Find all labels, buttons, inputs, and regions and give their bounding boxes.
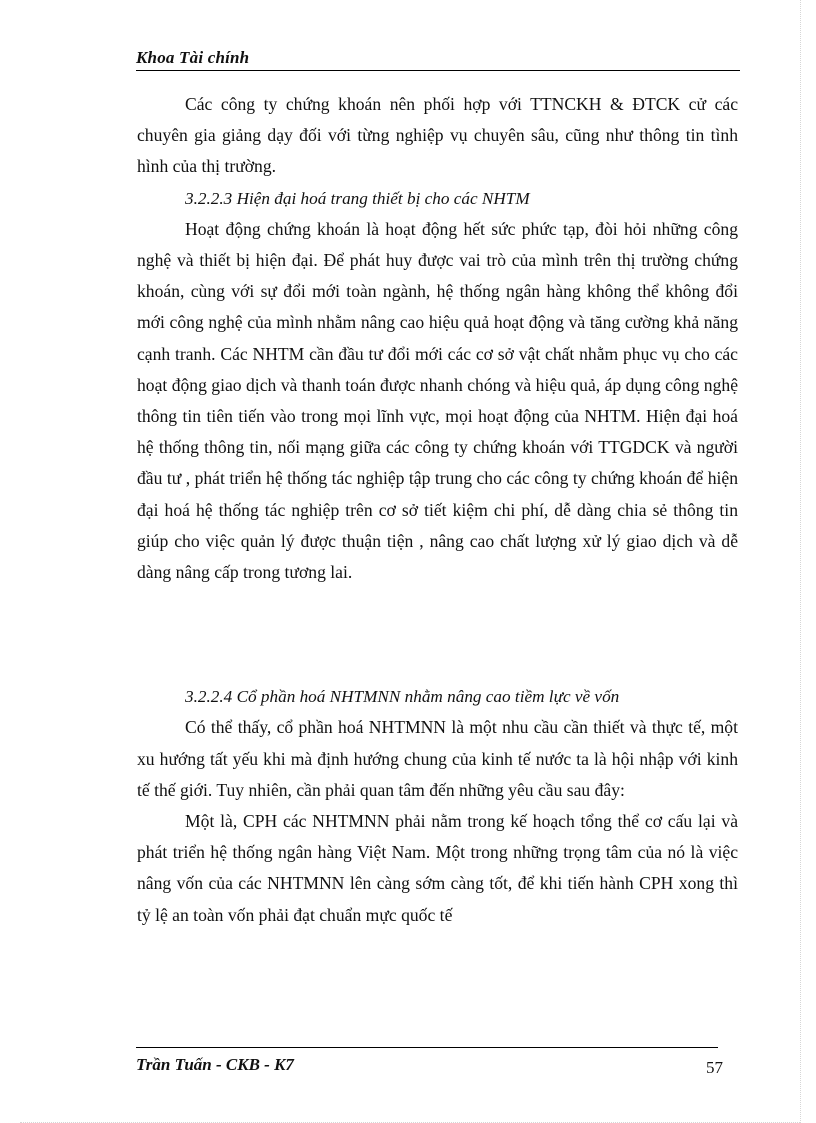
header-title: Khoa Tài chính [136, 48, 250, 67]
footer-rule [136, 1047, 718, 1048]
paragraph-1: Các công ty chứng khoán nên phối hợp với TTNCKH & ĐTCK cử các chuyên gia giảng dạy đối với từng nghiệp vụ chuyên sâu, cũng như thông tin tình hình của thị trường. [137, 94, 738, 177]
section-heading-3-2-2-3: 3.2.2.3 Hiện đại hoá trang thiết bị cho các NHTM [185, 188, 530, 208]
paragraph-3: Có thể thấy, cổ phần hoá NHTMNN là một nhu cầu cần thiết và thực tế, một xu hướng tất yếu khi mà định hướng chung của kinh tế nước ta là hội nhập với kinh tế thế giới. Tuy nhiên, cần phải quan tâm đến những yêu cầu sau đây: [137, 717, 738, 800]
section-heading-3-2-2-4: 3.2.2.4 Cổ phần hoá NHTMNN nhằm nâng cao tiềm lực về vốn [185, 687, 620, 707]
page-edge-right [800, 0, 801, 1123]
paragraph-4: Một là, CPH các NHTMNN phải nằm trong kế hoạch tổng thể cơ cấu lại và phát triển hệ thống ngân hàng Việt Nam. Một trong những trọng tâm của nó là việc nâng vốn của các NHTMNN lên càng sớm càng tốt, để khi tiến hành CPH xong thì tỷ lệ an toàn vốn phải đạt chuẩn mực quốc tế [137, 811, 738, 925]
body-text [137, 89, 738, 931]
header-rule [136, 70, 740, 71]
blank-space [137, 588, 738, 681]
page-number: 57 [706, 1058, 723, 1077]
footer-author: Trần Tuấn - CKB - K7 [136, 1055, 294, 1074]
paragraph-2: Hoạt động chứng khoán là hoạt động hết sức phức tạp, đòi hỏi những công nghệ và thiết bị hiện đại. Để phát huy được vai trò của mình trên thị trường chứng khoán, cùng với sự đổi mới toàn ngành, hệ thống ngân hàng không thể không đổi mới công nghệ của mình nhằm nâng cao hiệu quả hoạt động và tăng cường khả năng cạnh tranh. Các NHTM cần đầu tư đổi mới các cơ sở vật chất nhằm phục vụ cho các hoạt động giao dịch và thanh toán được nhanh chóng và hiệu quả, áp dụng công nghệ thông tin tiên tiến vào trong mọi lĩnh vực, mọi hoạt động của NHTM. Hiện đại hoá hệ thống thông tin, nối mạng giữa các công ty chứng khoán với TTGDCK và người đầu tư , phát triển hệ thống tác nghiệp tập trung cho các công ty chứng khoán để hiện đại hoá hệ thống tác nghiệp trên cơ sở tiết kiệm chi phí, dễ dàng chia sẻ thông tin giúp cho việc quản lý được thuận tiện , nâng cao chất lượng xử lý giao dịch và dễ dàng nâng cấp trong tương lai. [137, 218, 738, 583]
